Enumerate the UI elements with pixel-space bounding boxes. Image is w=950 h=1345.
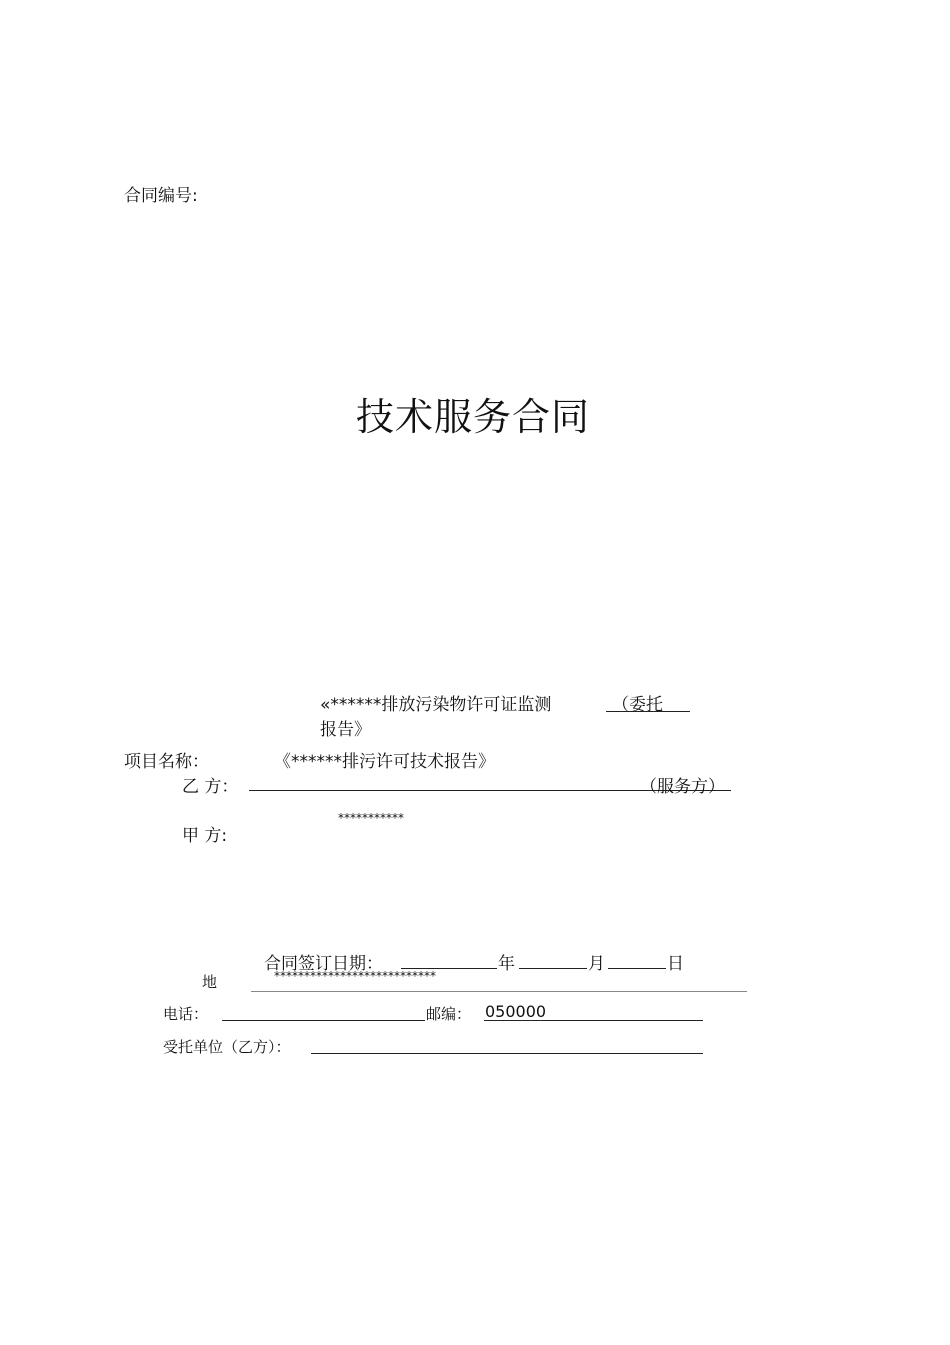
month-underline <box>519 968 587 969</box>
project-line1-underline <box>606 711 690 712</box>
page-title: 技术服务合同 <box>356 395 591 439</box>
postcode-value: 050000 <box>485 1002 547 1021</box>
party-b-label: 乙 方： <box>182 777 239 797</box>
postcode-underline <box>484 1020 703 1021</box>
phone-underline <box>222 1020 425 1021</box>
party-a-label: 甲 方: <box>182 826 228 846</box>
address-underline <box>251 991 747 992</box>
address-label: 地 <box>202 973 218 991</box>
day-underline <box>608 968 666 969</box>
phone-label: 电话： <box>163 1005 209 1023</box>
year-label: 年 <box>498 954 515 974</box>
day-label: 日 <box>667 954 684 974</box>
project-line1-text: «******排放污染物许可证监测 <box>320 695 552 715</box>
month-label: 月 <box>588 954 605 974</box>
sign-date-label: 合同签订日期： <box>264 954 383 974</box>
party-a-value: *********** <box>338 811 404 825</box>
project-line2: 报告》 <box>320 720 371 740</box>
entrusted-unit-underline <box>311 1053 703 1054</box>
postcode-label: 邮编： <box>426 1005 472 1023</box>
party-b-role: （服务方） <box>640 777 725 797</box>
project-line1-suffix: （委托 <box>612 695 663 715</box>
address-value: *************************** <box>274 969 436 983</box>
contract-number-label: 合同编号: <box>124 186 198 206</box>
project-name-value: 《******排污许可技术报告》 <box>274 752 495 772</box>
entrusted-unit-label: 受托单位（乙方）： <box>163 1038 291 1056</box>
project-name-label: 项目名称： <box>124 752 209 772</box>
